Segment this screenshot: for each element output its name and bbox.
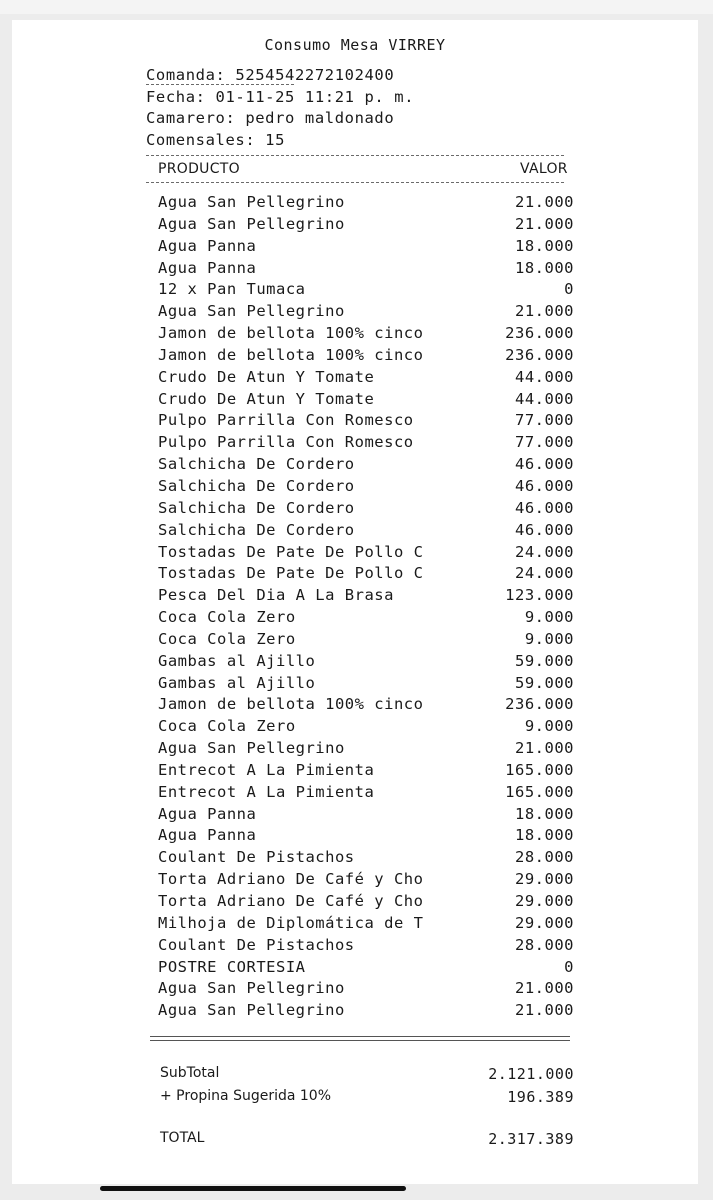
- receipt-title: Consumo Mesa VIRREY: [264, 36, 446, 54]
- item-row: [158, 958, 574, 980]
- home-indicator[interactable]: [100, 1186, 406, 1191]
- item-row: [158, 346, 574, 368]
- item-name: Gambas al Ajillo: [158, 651, 316, 670]
- item-row: [158, 259, 574, 281]
- item-name: Tostadas De Pate De Pollo C: [158, 564, 424, 583]
- item-name: Agua San Pellegrino: [158, 302, 345, 321]
- items-end-rule: [150, 1036, 570, 1037]
- item-name: Salchicha De Cordero: [158, 498, 355, 517]
- item-value: 21.000: [515, 1001, 574, 1020]
- column-header-producto: PRODUCTO: [158, 161, 240, 177]
- item-value: 46.000: [515, 455, 574, 474]
- item-name: Tostadas De Pate De Pollo C: [158, 542, 424, 561]
- item-row: [158, 805, 574, 827]
- item-value: 21.000: [515, 193, 574, 211]
- item-name: Crudo De Atun Y Tomate: [158, 389, 375, 408]
- item-name: Salchicha De Cordero: [158, 520, 355, 539]
- item-value: 29.000: [515, 892, 574, 910]
- item-row: [158, 652, 574, 674]
- item-row: [158, 390, 574, 412]
- item-value: 44.000: [515, 367, 574, 386]
- header-divider-top: [146, 155, 564, 156]
- item-row: [158, 674, 574, 696]
- item-value: 165.000: [505, 782, 574, 801]
- item-name: Pulpo Parrilla Con Romesco: [158, 433, 414, 452]
- item-name: Jamon de bellota 100% cinco: [158, 345, 424, 364]
- item-value: 28.000: [515, 848, 574, 867]
- item-row: [158, 717, 574, 739]
- item-row: [158, 455, 574, 477]
- item-row: [158, 936, 574, 958]
- camarero-line: Camarero: pedro maldonado: [146, 109, 395, 127]
- item-row: [158, 368, 574, 390]
- item-value: 59.000: [515, 673, 574, 692]
- item-name: Torta Adriano De Café y Cho: [158, 892, 424, 910]
- item-row: [158, 848, 574, 870]
- item-row: [158, 826, 574, 848]
- item-row: [158, 761, 574, 783]
- item-value: 44.000: [515, 389, 574, 408]
- item-value: 236.000: [505, 324, 574, 343]
- item-value: 24.000: [515, 564, 574, 583]
- item-name: Jamon de bellota 100% cinco: [158, 695, 424, 714]
- item-name: Agua San Pellegrino: [158, 739, 345, 758]
- item-value: 236.000: [505, 695, 574, 714]
- total-label: TOTAL: [160, 1130, 205, 1146]
- item-value: 77.000: [515, 411, 574, 430]
- item-name: Agua Panna: [158, 258, 257, 277]
- comensales-line: Comensales: 15: [146, 131, 286, 149]
- item-value: 46.000: [515, 476, 574, 495]
- comanda-underline: [146, 84, 294, 85]
- item-name: Coca Cola Zero: [158, 717, 296, 736]
- item-value: 18.000: [515, 236, 574, 255]
- item-value: 29.000: [515, 870, 574, 889]
- total-value: 2.317.389: [488, 1130, 574, 1148]
- items-end-rule-double: [150, 1040, 570, 1041]
- item-row: [158, 499, 574, 521]
- item-row: [158, 215, 574, 237]
- item-value: 9.000: [524, 608, 574, 627]
- item-name: 12 x Pan Tumaca: [158, 280, 306, 299]
- item-name: Gambas al Ajillo: [158, 673, 316, 692]
- item-value: 18.000: [515, 826, 574, 845]
- item-row: [158, 477, 574, 499]
- item-value: 46.000: [515, 520, 574, 539]
- item-name: Milhoja de Diplomática de T: [158, 913, 424, 932]
- item-name: Coulant De Pistachos: [158, 935, 355, 954]
- item-name: Entrecot A La Pimienta: [158, 782, 375, 801]
- item-row: [158, 302, 574, 324]
- item-value: 18.000: [515, 804, 574, 823]
- fecha-line: Fecha: 01-11-25 11:21 p. m.: [146, 88, 415, 106]
- item-name: POSTRE CORTESIA: [158, 957, 306, 976]
- item-value: 59.000: [515, 651, 574, 670]
- item-value: 9.000: [524, 629, 574, 648]
- item-name: Pulpo Parrilla Con Romesco: [158, 411, 414, 430]
- item-row: [158, 280, 574, 302]
- item-value: 0: [564, 957, 574, 976]
- item-row: [158, 979, 574, 1001]
- item-row: [158, 237, 574, 259]
- item-name: Agua Panna: [158, 236, 257, 255]
- item-row: [158, 870, 574, 892]
- item-name: Coulant De Pistachos: [158, 848, 355, 867]
- tip-value: 196.389: [507, 1088, 574, 1106]
- item-value: 9.000: [524, 717, 574, 736]
- item-name: Coca Cola Zero: [158, 608, 296, 627]
- item-list: [158, 193, 574, 1023]
- tip-label: + Propina Sugerida 10%: [160, 1088, 332, 1104]
- item-value: 28.000: [515, 935, 574, 954]
- item-value: 21.000: [515, 979, 574, 998]
- item-name: Salchicha De Cordero: [158, 476, 355, 495]
- item-row: [158, 739, 574, 761]
- column-header-valor: VALOR: [520, 161, 568, 177]
- item-value: 77.000: [515, 433, 574, 452]
- subtotal-label: SubTotal: [160, 1065, 220, 1081]
- item-row: [158, 608, 574, 630]
- item-name: Agua Panna: [158, 826, 257, 845]
- item-value: 0: [564, 280, 574, 299]
- item-value: 21.000: [515, 214, 574, 233]
- item-row: [158, 521, 574, 543]
- item-row: [158, 564, 574, 586]
- item-row: [158, 783, 574, 805]
- item-row: [158, 892, 574, 914]
- item-name: Crudo De Atun Y Tomate: [158, 367, 375, 386]
- item-value: 24.000: [515, 542, 574, 561]
- item-value: 165.000: [505, 760, 574, 779]
- item-row: [158, 586, 574, 608]
- item-name: Agua San Pellegrino: [158, 214, 345, 233]
- item-name: Pesca Del Dia A La Brasa: [158, 586, 394, 605]
- screen-top-bar: [0, 0, 713, 14]
- item-value: 46.000: [515, 498, 574, 517]
- item-name: Agua Panna: [158, 804, 257, 823]
- item-row: [158, 193, 574, 215]
- item-row: [158, 543, 574, 565]
- header-divider-bottom: [146, 182, 564, 183]
- item-value: 29.000: [515, 913, 574, 932]
- item-row: [158, 433, 574, 455]
- item-name: Torta Adriano De Café y Cho: [158, 870, 424, 889]
- item-row: [158, 695, 574, 717]
- item-value: 18.000: [515, 258, 574, 277]
- item-row: [158, 1001, 574, 1023]
- item-name: Agua San Pellegrino: [158, 193, 345, 211]
- item-row: [158, 411, 574, 433]
- item-value: 21.000: [515, 739, 574, 758]
- item-name: Entrecot A La Pimienta: [158, 760, 375, 779]
- item-name: Agua San Pellegrino: [158, 1001, 345, 1020]
- item-value: 236.000: [505, 345, 574, 364]
- item-name: Jamon de bellota 100% cinco: [158, 324, 424, 343]
- item-value: 21.000: [515, 302, 574, 321]
- item-name: Coca Cola Zero: [158, 629, 296, 648]
- item-value: 123.000: [505, 586, 574, 605]
- item-row: [158, 324, 574, 346]
- item-name: Salchicha De Cordero: [158, 455, 355, 474]
- item-row: [158, 630, 574, 652]
- subtotal-value: 2.121.000: [488, 1065, 574, 1083]
- comanda-line: Comanda: 5254542272102400: [146, 66, 395, 84]
- item-row: [158, 914, 574, 936]
- item-name: Agua San Pellegrino: [158, 979, 345, 998]
